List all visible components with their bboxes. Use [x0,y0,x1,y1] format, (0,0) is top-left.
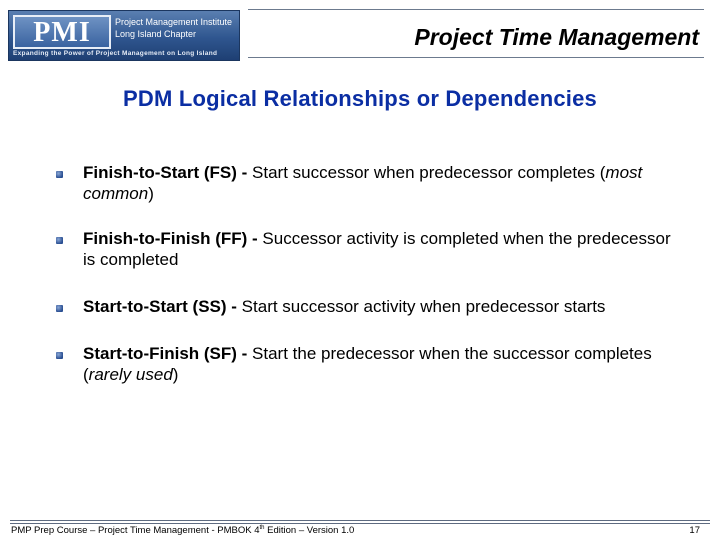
pmi-logo-org-line2: Long Island Chapter [115,29,197,39]
pmi-logo-mark-text: PMI [33,17,91,48]
pmi-logo-mark [13,15,111,49]
bullet-italic: most common [83,163,643,203]
bullet-term: Finish-to-Finish (FF) - [83,229,258,248]
bullet-icon [56,237,63,244]
header-title: Project Time Management [414,24,699,50]
bullet-item-fs [56,162,676,204]
footer-course-edition: Edition – Version 1.0 [264,525,355,537]
bullet-term: Start-to-Start (SS) - [83,297,237,316]
bullet-italic: rarely used [88,365,173,384]
footer-course-sup: th [259,525,265,531]
header-top-rule [248,9,704,15]
footer-course-text: PMP Prep Course – Project Time Management - PMBOK 4 [11,525,260,537]
bullet-item-ss [56,296,676,317]
bullet-list [56,160,676,385]
bullet-text-end: ) [148,184,154,203]
pmi-logo [8,10,240,61]
bullet-text: Start the predecessor when the successor completes ( [83,344,652,384]
page-number: 17 [689,525,700,536]
bullet-text: Successor activity is completed when the predecessor is completed [83,229,671,269]
slide-title: PDM Logical Relationships or Dependencies [123,86,597,111]
bullet-term: Finish-to-Start (FS) - [83,163,248,182]
bullet-icon [56,352,63,359]
footer-rule [10,520,710,521]
bullet-text-end: ) [172,365,179,384]
pmi-logo-tagline: Expanding the Power of Project Management on Long Island [13,50,218,57]
footer-course-info [11,525,354,536]
bullet-term: Start-to-Finish (SF) - [83,344,248,363]
header-bottom-rule [248,57,704,58]
footer-rule-secondary [10,523,710,524]
bullet-item-sf [56,343,676,385]
pmi-logo-org-line1: Project Management Institute [115,17,233,27]
bullet-icon [56,171,63,178]
bullet-text: Start successor when predecessor completes ( [247,163,606,182]
pmi-logo-org-name [115,16,232,40]
bullet-icon [56,305,63,312]
bullet-item-ff [56,228,676,270]
bullet-text: Start successor activity when predecessor starts [236,297,606,316]
